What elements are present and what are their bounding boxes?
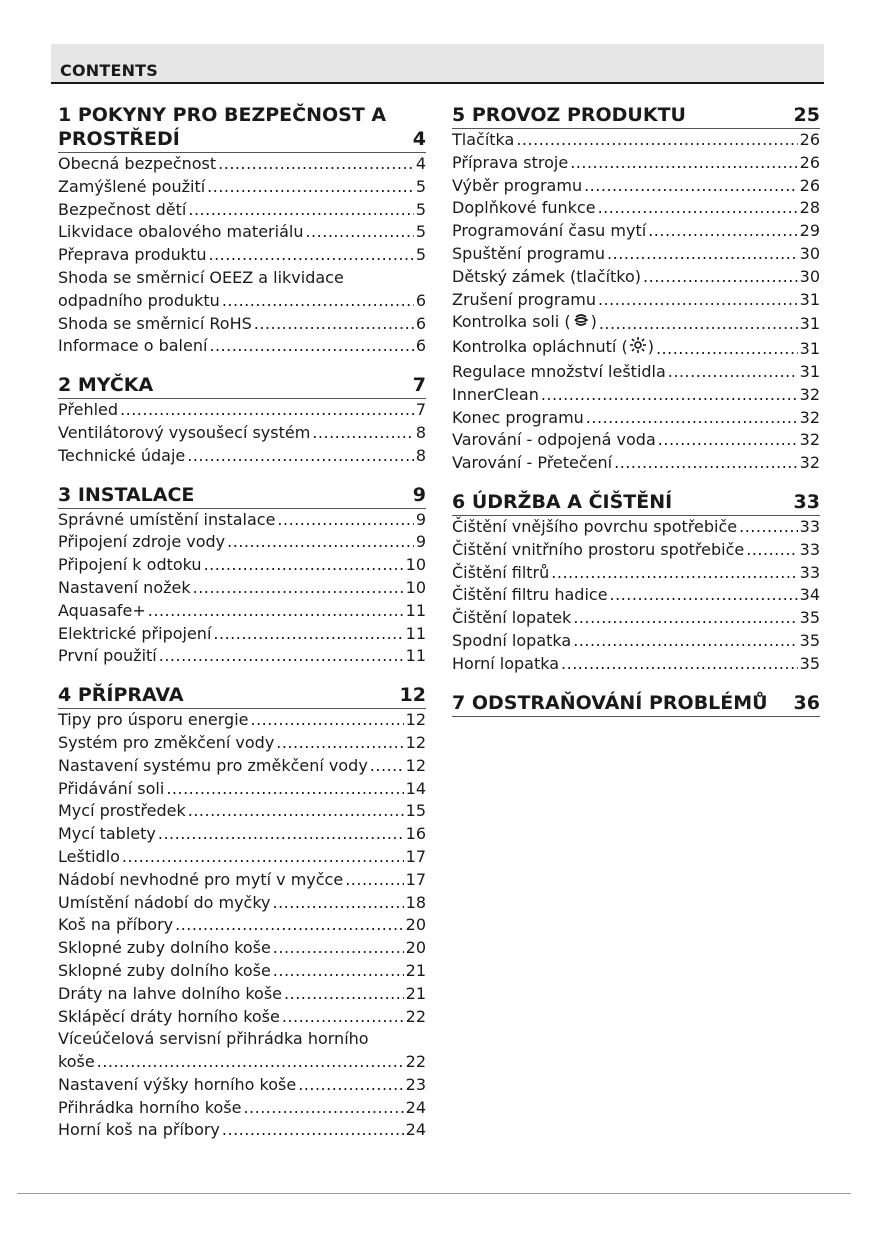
dot-leader: [305, 221, 413, 244]
toc-entry-page: 26: [799, 152, 820, 172]
toc-entry-title: Horní koš na příbory: [58, 1120, 220, 1140]
section-page-number: 7: [412, 374, 426, 397]
toc-entry[interactable]: [452, 407, 820, 430]
toc-entry[interactable]: [58, 709, 426, 732]
toc-entry[interactable]: [58, 509, 426, 532]
dot-leader: [573, 630, 797, 653]
toc-entry[interactable]: [452, 243, 820, 266]
toc-entry[interactable]: [452, 336, 820, 361]
toc-entry-page: 10: [405, 555, 426, 575]
toc-entry-title: InnerClean: [452, 384, 539, 404]
section-title-text: 3 INSTALACE: [58, 483, 195, 506]
dot-leader: [551, 562, 797, 585]
toc-entry[interactable]: [58, 823, 426, 846]
toc-entry-title-post: ): [590, 312, 597, 332]
toc-entry[interactable]: [452, 562, 820, 585]
toc-entry-page: 31: [799, 339, 820, 359]
dot-leader: [251, 709, 404, 732]
toc-entry-title: Shoda se směrnicí RoHS: [58, 313, 252, 333]
toc-entry-page: 9: [415, 509, 426, 529]
toc-entry-title: Připojení k odtoku: [58, 555, 202, 575]
toc-section: [452, 691, 820, 717]
toc-entry-title: Sklopné zuby dolního koše: [58, 938, 271, 958]
toc-entry-title: Umístění nádobí do myčky: [58, 892, 271, 912]
dot-leader: [122, 846, 404, 869]
dot-leader: [273, 892, 404, 915]
toc-entry-title: Programování času mytí: [452, 221, 647, 241]
dot-leader: [573, 607, 797, 630]
toc-entry[interactable]: [58, 531, 426, 554]
toc-entry-page: 29: [799, 221, 820, 241]
toc-entry-page: 17: [405, 846, 426, 866]
toc-left-column: [58, 103, 426, 1157]
dot-leader: [656, 338, 798, 361]
toc-entry-page: 12: [405, 732, 426, 752]
toc-section: [58, 103, 426, 358]
toc-entry-page: 11: [405, 623, 426, 643]
toc-entry-page: 32: [799, 407, 820, 427]
toc-entry-page: 21: [405, 960, 426, 980]
toc-entry-title: První použití: [58, 646, 157, 666]
section-title: [58, 483, 413, 507]
dot-leader: [222, 1119, 404, 1142]
toc-entry-page: 20: [405, 938, 426, 958]
toc-entry[interactable]: [58, 335, 426, 358]
dot-leader: [273, 937, 404, 960]
toc-entry[interactable]: [452, 452, 820, 475]
dot-leader: [282, 1006, 404, 1029]
toc-entry[interactable]: [58, 577, 426, 600]
toc-entry[interactable]: [452, 175, 820, 198]
toc-entry[interactable]: [58, 1006, 426, 1029]
dot-leader: [187, 445, 414, 468]
toc-entry-title: koše: [58, 1052, 95, 1072]
toc-entry[interactable]: [452, 607, 820, 630]
section-title-text: 2 MYČKA: [58, 374, 154, 397]
dot-leader: [188, 199, 413, 222]
toc-entry-page: 35: [799, 653, 820, 673]
toc-entry-title: Nádobí nevhodné pro mytí v myčce: [58, 869, 344, 889]
toc-entry-page: 32: [799, 430, 820, 450]
dot-leader: [643, 266, 798, 289]
dot-leader: [668, 361, 798, 384]
toc-entry[interactable]: [58, 600, 426, 623]
toc-entry-page: 33: [799, 539, 820, 559]
toc-entry[interactable]: [452, 220, 820, 243]
toc-entry-title: Přehled: [58, 400, 119, 420]
dot-leader: [159, 645, 404, 668]
toc-section: [58, 683, 426, 1142]
section-title-line-2: PROSTŘEDÍ: [58, 128, 180, 150]
toc-entry[interactable]: [58, 422, 426, 445]
dot-leader: [208, 244, 413, 267]
toc-entry-title: Výběr programu: [452, 175, 583, 195]
toc-entry-title: Konec programu: [452, 407, 584, 427]
toc-section: [452, 103, 820, 475]
toc-entry[interactable]: [58, 1051, 426, 1074]
dot-leader: [648, 220, 797, 243]
dot-leader: [598, 289, 798, 312]
toc-entry-title: Horní lopatka: [452, 653, 560, 673]
section-page-number: 12: [399, 684, 426, 707]
section-title: [452, 490, 794, 514]
toc-entry-page: 8: [415, 445, 426, 465]
toc-entry-title: Nastavení nožek: [58, 577, 191, 597]
toc-entry-page: 24: [405, 1120, 426, 1140]
toc-entry[interactable]: [58, 1097, 426, 1120]
dot-leader: [148, 600, 404, 623]
contents-title: CONTENTS: [60, 61, 159, 80]
section-page-number: 25: [793, 104, 820, 126]
toc-entry-title: [452, 336, 654, 361]
toc-entry-page: 24: [405, 1097, 426, 1117]
toc-entry-title: Systém pro změkčení vody: [58, 732, 275, 752]
section-heading[interactable]: [452, 691, 820, 717]
dot-leader: [599, 313, 798, 336]
dot-leader: [222, 290, 414, 313]
toc-entry-title: Ventilátorový vysoušecí systém: [58, 422, 311, 442]
section-heading[interactable]: [452, 103, 820, 129]
toc-entry[interactable]: [58, 800, 426, 823]
toc-entry-title: Likvidace obalového materiálu: [58, 222, 304, 242]
toc-right-column: [452, 103, 820, 732]
toc-entry-page: 5: [415, 199, 426, 219]
section-title: [58, 103, 413, 151]
dot-leader: [739, 516, 798, 539]
toc-entry-page: 20: [405, 915, 426, 935]
toc-entry-title: Připojení zdroje vody: [58, 532, 226, 552]
toc-entry-page: 7: [415, 400, 426, 420]
toc-entry-title: Mycí tablety: [58, 824, 156, 844]
toc-entry-title: Informace o balení: [58, 336, 208, 356]
toc-entry-title: Sklopné zuby dolního koše: [58, 960, 271, 980]
dot-leader: [370, 755, 404, 778]
toc-entry[interactable]: [58, 153, 426, 176]
toc-entry-page: 12: [405, 755, 426, 775]
toc-entry-title: Čištění vnějšího povrchu spotřebiče: [452, 516, 738, 536]
toc-entry[interactable]: [58, 1074, 426, 1097]
toc-entry-page: 9: [415, 532, 426, 552]
toc-entry[interactable]: [58, 732, 426, 755]
toc-entry[interactable]: [452, 429, 820, 452]
toc-entry-page: 31: [799, 314, 820, 334]
toc-entry-title: Elektrické připojení: [58, 623, 212, 643]
toc-entry-title: Leštidlo: [58, 846, 120, 866]
toc-entry-page: 35: [799, 608, 820, 628]
toc-entry-title: Regulace množství leštidla: [452, 361, 666, 381]
salt-icon: [572, 311, 590, 336]
toc-entry-page: 32: [799, 384, 820, 404]
dot-leader: [298, 1074, 403, 1097]
dot-leader: [561, 653, 798, 676]
toc-entry-title: Nastavení výšky horního koše: [58, 1074, 297, 1094]
toc-entry[interactable]: [58, 1119, 426, 1142]
toc-entry-page: 4: [415, 154, 426, 173]
dot-leader: [614, 452, 798, 475]
section-title-text: 6 ÚDRŽBA A ČIŠTĚNÍ: [452, 490, 673, 513]
section-heading[interactable]: [58, 483, 426, 509]
toc-entry-page: 17: [405, 869, 426, 889]
toc-entry-title: Sklápěcí dráty horního koše: [58, 1006, 280, 1026]
toc-section: [452, 490, 820, 676]
dot-leader: [254, 313, 414, 336]
toc-entry[interactable]: [452, 584, 820, 607]
toc-entry[interactable]: [58, 290, 426, 313]
dot-leader: [213, 623, 403, 646]
toc-entry-title: Dětský zámek (tlačítko): [452, 266, 642, 286]
toc-entry-title: Aquasafe+: [58, 600, 146, 620]
toc-entry-page: 34: [799, 585, 820, 605]
toc-entry-title-pre: Kontrolka soli (: [452, 312, 571, 332]
section-title: [452, 103, 794, 127]
toc-section: [58, 483, 426, 669]
dot-leader: [607, 243, 798, 266]
dot-leader: [166, 778, 403, 801]
toc-entry[interactable]: [58, 221, 426, 244]
toc-entry-title: Příprava stroje: [452, 152, 569, 172]
toc-entry-title-post: ): [647, 337, 654, 357]
dot-leader: [204, 554, 404, 577]
toc-entry-page: 31: [799, 289, 820, 309]
toc-entry[interactable]: [452, 539, 820, 562]
toc-entry-page: 18: [405, 892, 426, 912]
dot-leader: [345, 869, 403, 892]
dot-leader: [158, 823, 404, 846]
toc-entry-title: Nastavení systému pro změkčení vody: [58, 755, 368, 775]
toc-entry[interactable]: [452, 361, 820, 384]
toc-entry-page: 33: [799, 562, 820, 582]
section-heading[interactable]: [58, 103, 426, 153]
toc-entry-page: 8: [415, 422, 426, 442]
dot-leader: [188, 800, 404, 823]
toc-entry-page: 35: [799, 630, 820, 650]
toc-entry-page: 15: [405, 801, 426, 821]
toc-entry-page: 26: [799, 130, 820, 149]
section-title: [58, 373, 413, 397]
dot-leader: [273, 960, 404, 983]
toc-entry[interactable]: [452, 197, 820, 220]
toc-entry-title: Spodní lopatka: [452, 630, 572, 650]
toc-entry-title: Zrušení programu: [452, 289, 596, 309]
toc-entry[interactable]: [452, 266, 820, 289]
toc-entry[interactable]: [58, 399, 426, 422]
dot-leader: [746, 539, 797, 562]
section-page-number: 36: [793, 691, 820, 714]
dot-leader: [193, 577, 404, 600]
dot-leader: [243, 1097, 403, 1120]
contents-header-bar: [51, 44, 824, 84]
toc-entry[interactable]: [58, 445, 426, 468]
dot-leader: [586, 407, 798, 430]
toc-entry[interactable]: [452, 289, 820, 312]
section-title: [58, 683, 400, 707]
dot-leader: [541, 384, 798, 407]
section-heading[interactable]: [58, 683, 426, 709]
dot-leader: [658, 429, 798, 452]
section-title: [452, 691, 794, 715]
toc-entry[interactable]: [58, 869, 426, 892]
toc-entry-title: Správné umístění instalace: [58, 509, 276, 529]
toc-entry[interactable]: [58, 983, 426, 1006]
section-page-number: 33: [793, 490, 820, 513]
footer-divider: [17, 1193, 851, 1194]
section-title-text: 7 ODSTRAŇOVÁNÍ PROBLÉMŮ: [452, 691, 768, 714]
toc-entry[interactable]: [58, 313, 426, 336]
toc-entry-page: 26: [799, 175, 820, 195]
section-page-number: 9: [412, 483, 426, 506]
dot-leader: [610, 584, 798, 607]
toc-entry[interactable]: [452, 384, 820, 407]
toc-entry-title: Čištění lopatek: [452, 608, 572, 628]
toc-entry-page: 30: [799, 243, 820, 263]
toc-entry-title: Doplňkové funkce: [452, 198, 596, 218]
toc-entry-page: 30: [799, 266, 820, 286]
toc-entry[interactable]: [452, 653, 820, 676]
section-title-text: 5 PROVOZ PRODUKTU: [452, 104, 686, 126]
toc-entry[interactable]: [452, 311, 820, 336]
toc-entry-page: 28: [799, 198, 820, 218]
toc-entry-page: 31: [799, 361, 820, 381]
toc-entry-page: 23: [405, 1074, 426, 1094]
toc-entry-title: Spuštění programu: [452, 243, 606, 263]
section-heading[interactable]: [452, 490, 820, 516]
toc-entry[interactable]: [58, 199, 426, 222]
toc-section: [58, 373, 426, 467]
toc-entry[interactable]: [58, 778, 426, 801]
toc-entry-title: Čištění filtru hadice: [452, 585, 608, 605]
dot-leader: [227, 531, 414, 554]
section-page-number: 4: [412, 128, 426, 150]
dot-leader: [277, 509, 413, 532]
toc-entry-title: Bezpečnost dětí: [58, 199, 187, 219]
dot-leader: [175, 914, 404, 937]
toc-entry-title: Zamýšlené použití: [58, 176, 206, 196]
toc-entry[interactable]: [452, 129, 820, 152]
toc-entry-page: 11: [405, 646, 426, 666]
toc-entry-title-line-1[interactable]: Shoda se směrnicí OEEZ a likvidace: [58, 267, 344, 287]
toc-entry-title: Technické údaje: [58, 445, 186, 465]
toc-entry-page: 10: [405, 577, 426, 597]
toc-entry-page: 6: [415, 336, 426, 356]
toc-entry[interactable]: [58, 755, 426, 778]
toc-entry-title: [452, 311, 597, 336]
toc-entry-page: 12: [405, 710, 426, 730]
toc-entry-page: 5: [415, 176, 426, 196]
toc-entry-title: odpadního produktu: [58, 290, 220, 310]
dot-leader: [276, 732, 403, 755]
toc-entry-title: Tlačítka: [452, 130, 515, 149]
toc-entry-title: Mycí prostředek: [58, 801, 186, 821]
toc-entry-title-pre: Kontrolka opláchnutí (: [452, 337, 628, 357]
dot-leader: [570, 152, 797, 175]
toc-entry-page: 5: [415, 222, 426, 242]
toc-entry[interactable]: [58, 176, 426, 199]
toc-entry-page: 22: [405, 1006, 426, 1026]
toc-entry[interactable]: [58, 960, 426, 983]
dot-leader: [218, 153, 414, 176]
toc-entry-title: Tipy pro úsporu energie: [58, 710, 249, 730]
dot-leader: [312, 422, 414, 445]
toc-entry[interactable]: [58, 937, 426, 960]
rinse-aid-icon: [629, 336, 647, 361]
toc-entry-title-line-1[interactable]: Víceúčelová servisní přihrádka horního: [58, 1029, 369, 1049]
toc-entry[interactable]: [452, 152, 820, 175]
toc-entry[interactable]: [58, 645, 426, 668]
toc-entry[interactable]: [58, 892, 426, 915]
toc-entry-title: Čištění vnitřního prostoru spotřebiče: [452, 539, 745, 559]
dot-leader: [284, 983, 404, 1006]
toc-entry-title: Přidávání soli: [58, 778, 165, 798]
dot-leader: [97, 1051, 404, 1074]
dot-leader: [207, 176, 414, 199]
toc-entry-page: 22: [405, 1052, 426, 1072]
dot-leader: [120, 399, 414, 422]
toc-entry-page: 5: [415, 245, 426, 265]
toc-entry-page: 16: [405, 824, 426, 844]
section-heading[interactable]: [58, 373, 426, 399]
toc-entry-page: 11: [405, 600, 426, 620]
toc-entry-page: 14: [405, 778, 426, 798]
toc-entry-title: Dráty na lahve dolního koše: [58, 983, 283, 1003]
toc-entry-page: 21: [405, 983, 426, 1003]
section-title-line-1: 1 POKYNY PRO BEZPEČNOST A: [58, 104, 387, 126]
dot-leader: [584, 175, 798, 198]
toc-entry-title: Čištění filtrů: [452, 562, 550, 582]
toc-entry-page: 6: [415, 290, 426, 310]
toc-entry-title: Varování - Přetečení: [452, 453, 613, 473]
toc-entry-title: Varování - odpojená voda: [452, 430, 656, 450]
toc-entry[interactable]: [452, 516, 820, 539]
toc-entry-title: Přihrádka horního koše: [58, 1097, 242, 1117]
toc-entry-page: 32: [799, 453, 820, 473]
toc-entry-title: Koš na příbory: [58, 915, 174, 935]
toc-entry-title: Přeprava produktu: [58, 245, 207, 265]
toc-entry[interactable]: [58, 623, 426, 646]
toc-entry[interactable]: [58, 914, 426, 937]
toc-entry-page: 6: [415, 313, 426, 333]
dot-leader: [598, 197, 798, 220]
dot-leader: [516, 129, 797, 152]
section-title-text: 4 PŘÍPRAVA: [58, 684, 184, 707]
toc-entry-title: Obecná bezpečnost: [58, 154, 217, 173]
toc-entry[interactable]: [452, 630, 820, 653]
toc-entry[interactable]: [58, 846, 426, 869]
dot-leader: [209, 335, 413, 358]
toc-entry[interactable]: [58, 244, 426, 267]
toc-entry[interactable]: [58, 554, 426, 577]
toc-entry-page: 33: [799, 516, 820, 536]
